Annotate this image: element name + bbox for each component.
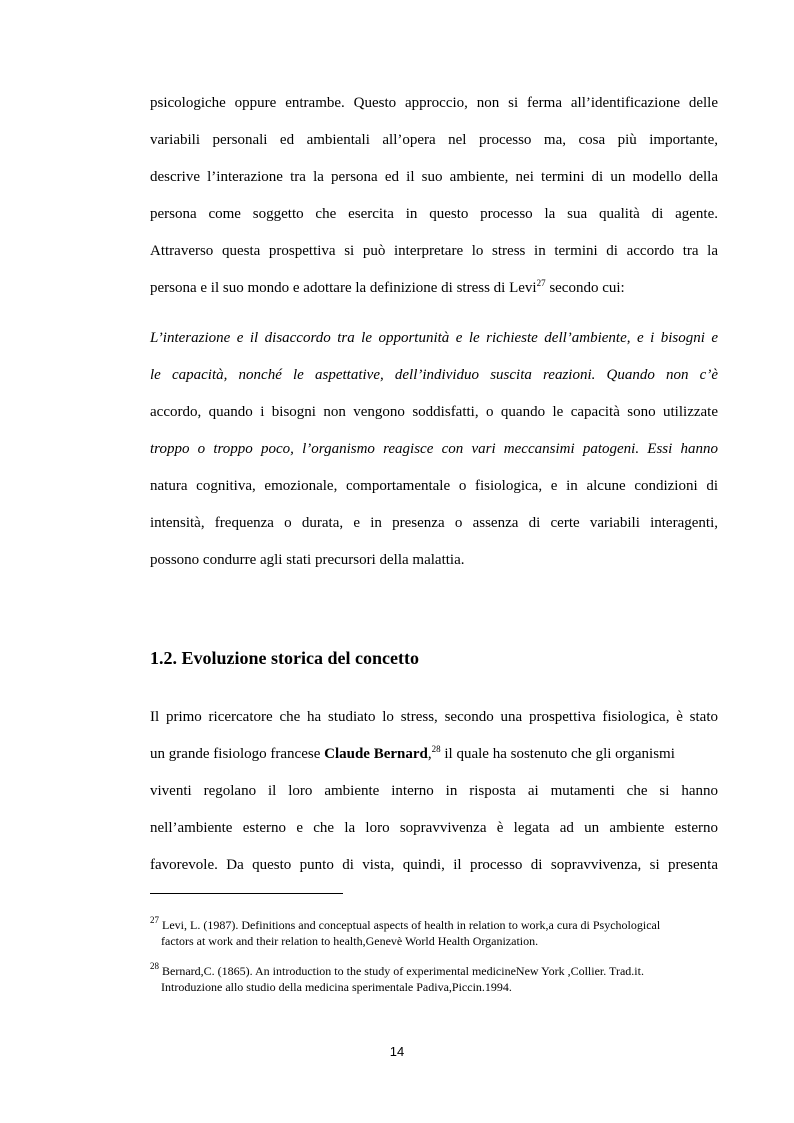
author-name: Claude Bernard — [324, 746, 428, 762]
footnote-line — [150, 915, 661, 932]
body-paragraph-2 — [150, 699, 718, 884]
footnote-text: factors at work and their relation to health,Genevè World Health Organization. — [161, 934, 539, 948]
quoted-definition — [150, 320, 718, 579]
text-segment: un grande fisiologo francese — [150, 746, 325, 762]
text-segment: secondo cui: — [545, 280, 625, 296]
text-line: descrive l’interazione tra la persona ed il suo ambiente, nei termini di un modello della — [150, 169, 718, 185]
footnote-28 — [150, 963, 718, 995]
text-segment: , — [427, 746, 432, 762]
text-line: L’interazione e il disaccordo tra le opportunità e le richieste dell’ambiente, e i bisogni e — [150, 330, 718, 346]
text-line: psicologiche oppure entrambe. Questo approccio, non si ferma all’identificazione delle — [150, 95, 718, 111]
text-line — [150, 736, 718, 773]
footnote-ref-27[interactable]: 27 — [536, 278, 546, 288]
text-line: persona come soggetto che esercita in questo processo la sua qualità di agente. — [150, 206, 718, 222]
footnote-text: Levi, L. (1987). Definitions and conceptual aspects of health in relation to work,a cura di Psychological — [159, 918, 661, 932]
footnote-number: 27 — [150, 915, 159, 925]
section-heading: 1.2. Evoluzione storica del concetto — [150, 648, 419, 668]
text-line: Il primo ricercatore che ha studiato lo stress, secondo una prospettiva fisiologica, è stato — [150, 709, 718, 725]
body-paragraph-1 — [150, 85, 718, 307]
footnote-text: Bernard,C. (1865). An introduction to the study of experimental medicineNew York ,Collier. Trad.it. — [159, 964, 644, 978]
footnote-27 — [150, 917, 718, 949]
text-line: viventi regolano il loro ambiente interno in risposta ai mutamenti che si hanno — [150, 783, 718, 799]
footnote-number: 28 — [150, 961, 159, 971]
footnote-text: Introduzione allo studio della medicina sperimentale Padiva,Piccin.1994. — [161, 980, 512, 994]
text-line: Attraverso questa prospettiva si può interpretare lo stress in termini di accordo tra la — [150, 243, 718, 259]
text-segment: persona e il suo mondo e adottare la definizione di stress di Levi — [150, 280, 537, 296]
text-segment: il quale ha sostenuto che gli organismi — [440, 746, 675, 762]
page-number: 14 — [389, 1044, 405, 1059]
text-line: accordo, quando i bisogni non vengono soddisfatti, o quando le capacità sono utilizzate — [150, 404, 718, 420]
text-line: intensità, frequenza o durata, e in presenza o assenza di certe variabili interagenti, — [150, 515, 718, 531]
footnote-ref-28[interactable]: 28 — [431, 744, 441, 754]
text-line: possono condurre agli stati precursori della malattia. — [150, 552, 465, 568]
footnote-separator — [150, 893, 343, 894]
text-line — [150, 270, 718, 307]
text-line: troppo o troppo poco, l’organismo reagisce con vari meccansimi patogeni. Essi hanno — [150, 441, 718, 457]
text-line: favorevole. Da questo punto di vista, quindi, il processo di sopravvivenza, si presenta — [150, 857, 718, 873]
text-line: le capacità, nonché le aspettative, dell’individuo suscita reazioni. Quando non c’è — [150, 367, 718, 383]
text-line: natura cognitiva, emozionale, comportamentale o fisiologica, e in alcune condizioni di — [150, 478, 718, 494]
text-line: variabili personali ed ambientali all’opera nel processo ma, cosa più importante, — [150, 132, 718, 148]
footnote-line — [150, 961, 644, 978]
text-line: nell’ambiente esterno e che la loro sopravvivenza è legata ad un ambiente esterno — [150, 820, 718, 836]
